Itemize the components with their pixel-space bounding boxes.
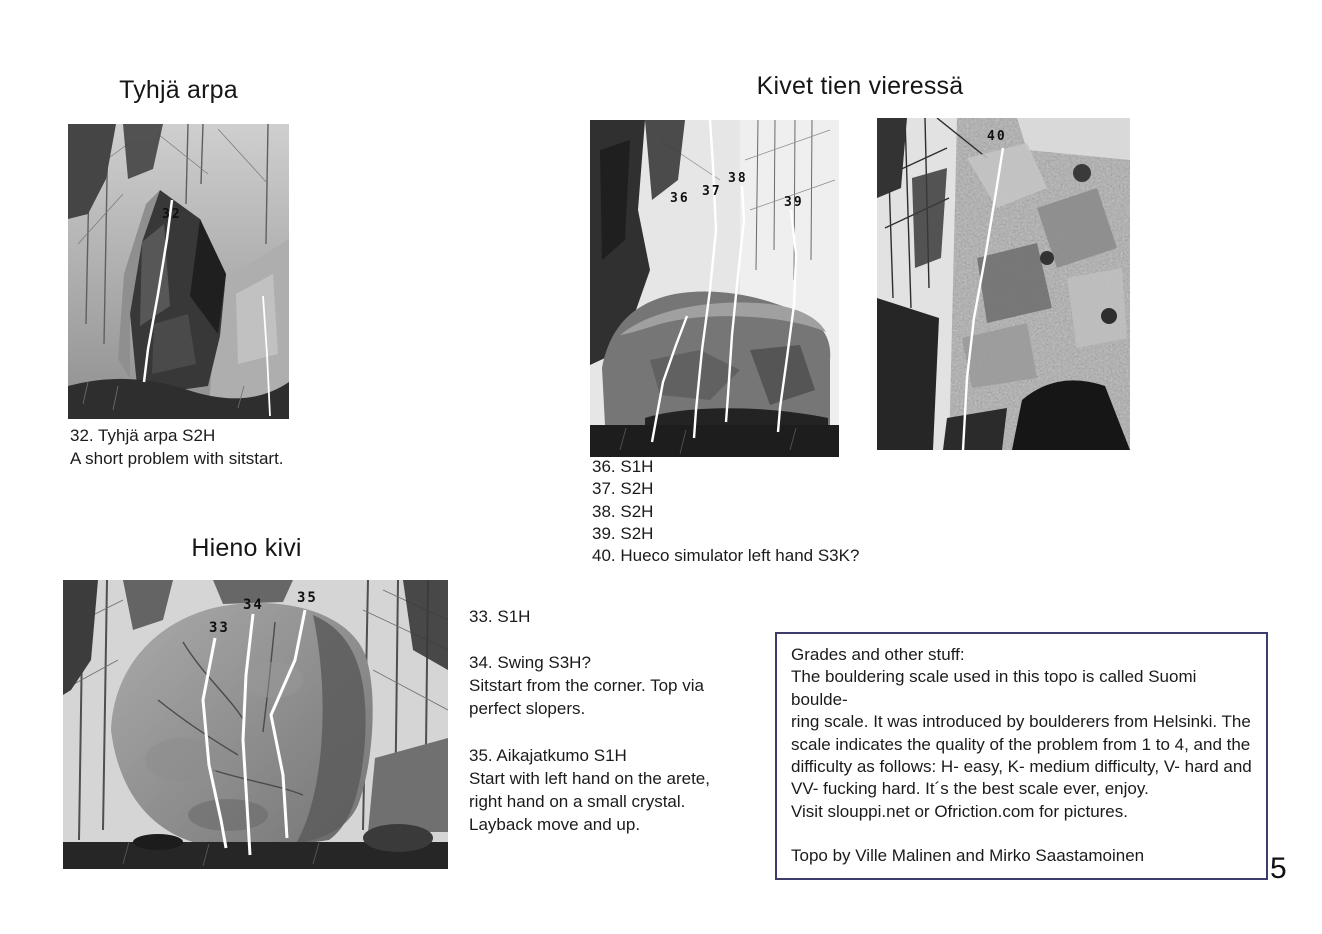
route-list-item: 37. S2H — [592, 479, 654, 499]
grades-box-line: The bouldering scale used in this topo is called Suomi boulde- — [791, 667, 1197, 709]
route-35-desc-line: Start with left hand on the arete, — [469, 769, 710, 788]
section-title-tyhja-arpa: Tyhjä arpa — [119, 76, 238, 104]
route-number-35: 35 — [297, 590, 318, 606]
caption-tyhja-title: 32. Tyhjä arpa S2H — [70, 426, 216, 445]
route-35-desc-line: Layback move and up. — [469, 815, 641, 834]
grades-box-credit: Topo by Ville Malinen and Mirko Saastamoinen — [791, 846, 1145, 866]
page-number: 5 — [1270, 852, 1287, 885]
caption-tyhja — [70, 424, 400, 470]
boulder-photo-kivet-left — [590, 120, 839, 457]
boulder-photo-hieno-kivi — [63, 580, 448, 869]
caption-tyhja-body: A short problem with sitstart. — [70, 449, 284, 468]
route-35-desc-line: right hand on a small crystal. — [469, 792, 686, 811]
route-number-37: 37 — [702, 184, 722, 199]
section-title-hieno-kivi: Hieno kivi — [191, 534, 302, 562]
boulder-photo-kivet-right — [877, 118, 1130, 450]
grades-box-heading: Grades and other stuff: — [791, 645, 965, 664]
grades-box-spacer — [791, 823, 1252, 845]
grades-box-line: difficulty as follows: H- easy, K- medium difficulty, V- hard and — [791, 757, 1252, 777]
section-title-kivet: Kivet tien vieressä — [756, 72, 964, 100]
route-number-38: 38 — [728, 171, 748, 186]
route-number-39: 39 — [784, 195, 804, 210]
route-number-40: 40 — [987, 129, 1007, 144]
route-35-block — [469, 744, 739, 836]
route-list-item: 36. S1H — [592, 457, 654, 476]
route-number-36: 36 — [670, 191, 690, 206]
route-list-kivet — [592, 456, 1012, 567]
route-33-block — [469, 605, 729, 628]
route-35-title: 35. Aikajatkumo S1H — [469, 746, 627, 765]
grades-box-line: scale indicates the quality of the problem from 1 to 4, and the — [791, 734, 1251, 754]
grades-box-line: Visit slouppi.net or Ofriction.com for pictures. — [791, 801, 1128, 821]
route-list-item: 39. S2H — [592, 523, 654, 543]
route-34-desc-line: Sitstart from the corner. Top via — [469, 676, 704, 695]
grades-box-line: VV- fucking hard. It´s the best scale ever, enjoy. — [791, 779, 1149, 799]
route-list-item: 38. S2H — [592, 501, 654, 521]
route-number-33: 33 — [209, 620, 230, 636]
route-number-34: 34 — [243, 597, 264, 613]
route-34-desc-line: perfect slopers. — [469, 699, 586, 718]
route-34-title: 34. Swing S3H? — [469, 653, 591, 672]
boulder-photo-tyhja-arpa — [68, 124, 289, 419]
grades-info-box — [775, 632, 1268, 880]
route-number-32: 32 — [162, 207, 182, 222]
grades-box-line: ring scale. It was introduced by boulderers from Helsinki. The — [791, 712, 1251, 732]
route-34-block — [469, 651, 729, 720]
route-33-title: 33. S1H — [469, 607, 531, 626]
route-list-item: 40. Hueco simulator left hand S3K? — [592, 546, 860, 566]
